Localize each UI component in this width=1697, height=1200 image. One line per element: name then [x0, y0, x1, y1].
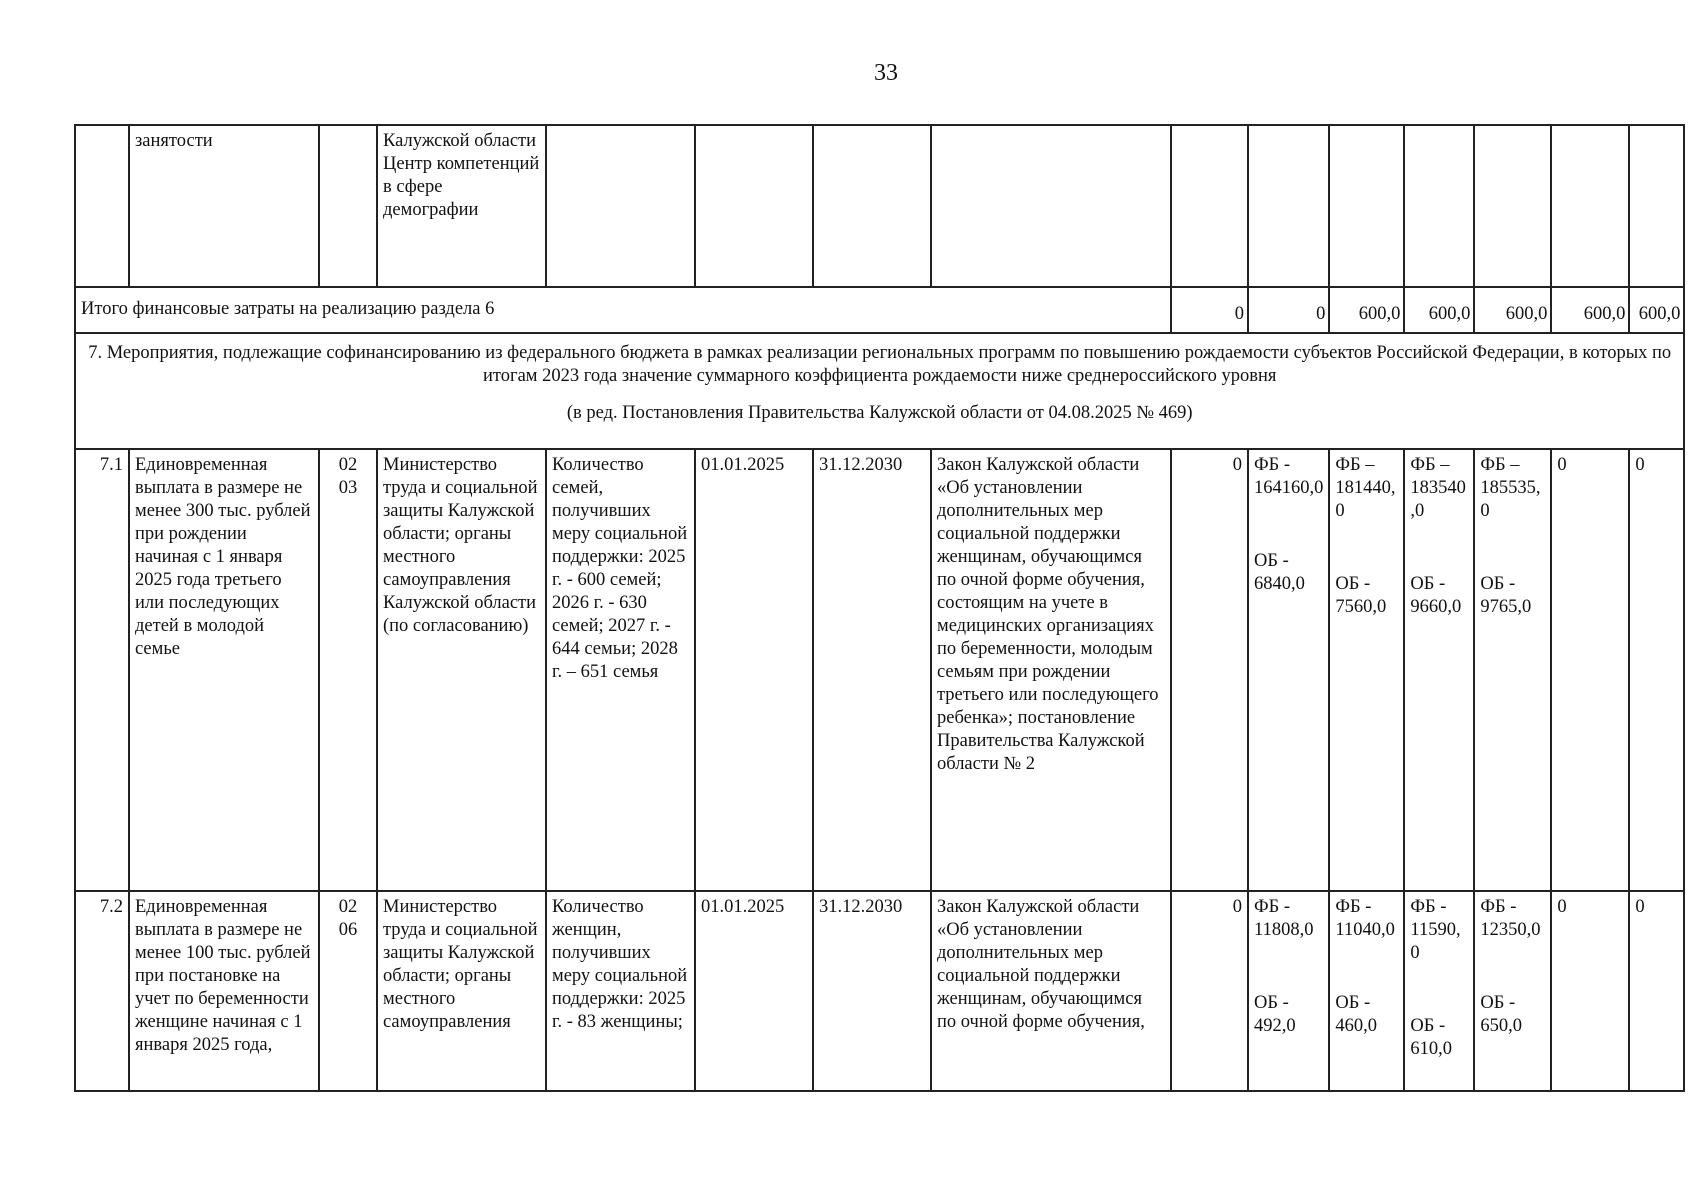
executor: Министерство труда и социальной защиты Калужской области; органы местного самоуправления Калужской области (по согласованию)	[377, 449, 546, 891]
fin-year-3	[1329, 891, 1404, 1091]
cell-start	[695, 125, 813, 287]
indicator: Количество женщин, получивших меру социальной поддержки: 2025 г. - 83 женщины;	[546, 891, 695, 1091]
cell-fin	[1474, 125, 1551, 287]
code-line: 02	[338, 455, 358, 475]
total-label: Итого финансовые затраты на реализацию раздела 6	[75, 287, 1171, 333]
start-date: 01.01.2025	[695, 891, 813, 1091]
cell-code	[319, 125, 377, 287]
ob-amount: ОБ - 492,0	[1254, 993, 1296, 1036]
cell-fin	[1248, 125, 1329, 287]
ob-amount: ОБ - 650,0	[1480, 993, 1522, 1036]
ob-amount: ОБ - 610,0	[1410, 1016, 1452, 1059]
legal-basis: Закон Калужской области «Об установлении дополнительных мер социальной поддержки женщинам, обучающимся по очной форме обучения, состоящим на учете в медицинских организациях по беременности, молодым семьям при рождении третьего или последующего ребенка»; постановление Правительства Калужской области № 2	[931, 449, 1171, 891]
fb-amount: ФБ - 11590, 0	[1410, 897, 1461, 963]
fin-year-1: 0	[1171, 891, 1248, 1091]
total-value: 600,0	[1329, 287, 1404, 333]
cell-basis	[931, 125, 1171, 287]
cell-name: занятости	[129, 125, 319, 287]
ob-amount: ОБ - 460,0	[1335, 993, 1377, 1036]
cell-fin	[1551, 125, 1629, 287]
code-line: 06	[338, 920, 358, 940]
cell-fin	[1629, 125, 1684, 287]
section-title-cell	[75, 333, 1684, 449]
fb-amount: ФБ – 183540 ,0	[1410, 455, 1466, 521]
section-header-row	[75, 333, 1684, 449]
fb-amount: ФБ - 12350,0	[1480, 897, 1541, 940]
total-value: 600,0	[1474, 287, 1551, 333]
cell-indicator	[546, 125, 695, 287]
fb-amount: ФБ - 11808,0	[1254, 897, 1314, 940]
fin-year-1: 0	[1171, 449, 1248, 891]
row-number: 7.1	[75, 449, 129, 891]
fb-amount: ФБ - 11040,0	[1335, 897, 1395, 940]
continuation-row	[75, 125, 1684, 287]
code-cell	[319, 449, 377, 891]
fin-year-4	[1404, 449, 1474, 891]
ob-amount: ОБ - 9765,0	[1480, 574, 1532, 617]
total-value: 0	[1171, 287, 1248, 333]
fin-year-4	[1404, 891, 1474, 1091]
cell-fin	[1171, 125, 1248, 287]
fb-amount: ФБ – 185535, 0	[1480, 455, 1541, 521]
total-value: 600,0	[1551, 287, 1629, 333]
fb-amount: ФБ - 164160,0	[1254, 455, 1324, 498]
program-table	[74, 124, 1685, 1092]
total-value: 600,0	[1629, 287, 1684, 333]
cell-fin	[1329, 125, 1404, 287]
measures-table	[74, 124, 1685, 1092]
fin-year-2	[1248, 891, 1329, 1091]
start-date: 01.01.2025	[695, 449, 813, 891]
total-row	[75, 287, 1684, 333]
fin-year-6: 0	[1551, 891, 1629, 1091]
cell-executor: Калужской области Центр компетенций в сфере демографии	[377, 125, 546, 287]
ob-amount: ОБ - 7560,0	[1335, 574, 1387, 617]
ob-amount: ОБ - 6840,0	[1254, 551, 1305, 594]
table-row	[75, 891, 1684, 1091]
fin-year-7: 0	[1629, 891, 1684, 1091]
end-date: 31.12.2030	[813, 449, 931, 891]
fin-year-6: 0	[1551, 449, 1629, 891]
row-number: 7.2	[75, 891, 129, 1091]
ob-amount: ОБ - 9660,0	[1410, 574, 1462, 617]
legal-basis: Закон Калужской области «Об установлении дополнительных мер социальной поддержки женщинам, обучающимся по очной форме обучения,	[931, 891, 1171, 1091]
cell-fin	[1404, 125, 1474, 287]
executor: Министерство труда и социальной защиты Калужской области; органы местного самоуправления	[377, 891, 546, 1091]
table-row	[75, 449, 1684, 891]
section-title: 7. Мероприятия, подлежащие софинансированию из федерального бюджета в рамках реализации региональных программ по повышению рождаемости субъектов Российской Федерации, в которых по итогам 2023 года значение суммарного коэффициента рождаемости ниже среднероссийского уровня	[88, 343, 1672, 386]
cell-num	[75, 125, 129, 287]
page-number: 33	[874, 60, 898, 86]
section-amendment-note: (в ред. Постановления Правительства Калужской области от 04.08.2025 № 469)	[566, 403, 1193, 423]
end-date: 31.12.2030	[813, 891, 931, 1091]
fin-year-2	[1248, 449, 1329, 891]
fin-year-5	[1474, 891, 1551, 1091]
cell-end	[813, 125, 931, 287]
measure-name: Единовременная выплата в размере не менее 100 тыс. рублей при постановке на учет по беременности женщине начиная с 1 января 2025 года,	[129, 891, 319, 1091]
code-cell	[319, 891, 377, 1091]
code-line: 02	[338, 897, 358, 917]
fb-amount: ФБ – 181440, 0	[1335, 455, 1396, 521]
fin-year-7: 0	[1629, 449, 1684, 891]
indicator: Количество семей, получивших меру социальной поддержки: 2025 г. - 600 семей; 2026 г. - 630 семей; 2027 г. - 644 семьи; 2028 г. – 651 семья	[546, 449, 695, 891]
total-value: 0	[1248, 287, 1329, 333]
fin-year-3	[1329, 449, 1404, 891]
total-value: 600,0	[1404, 287, 1474, 333]
measure-name: Единовременная выплата в размере не менее 300 тыс. рублей при рождении начиная с 1 января 2025 года третьего или последующих детей в молодой семье	[129, 449, 319, 891]
fin-year-5	[1474, 449, 1551, 891]
code-line: 03	[338, 478, 358, 498]
